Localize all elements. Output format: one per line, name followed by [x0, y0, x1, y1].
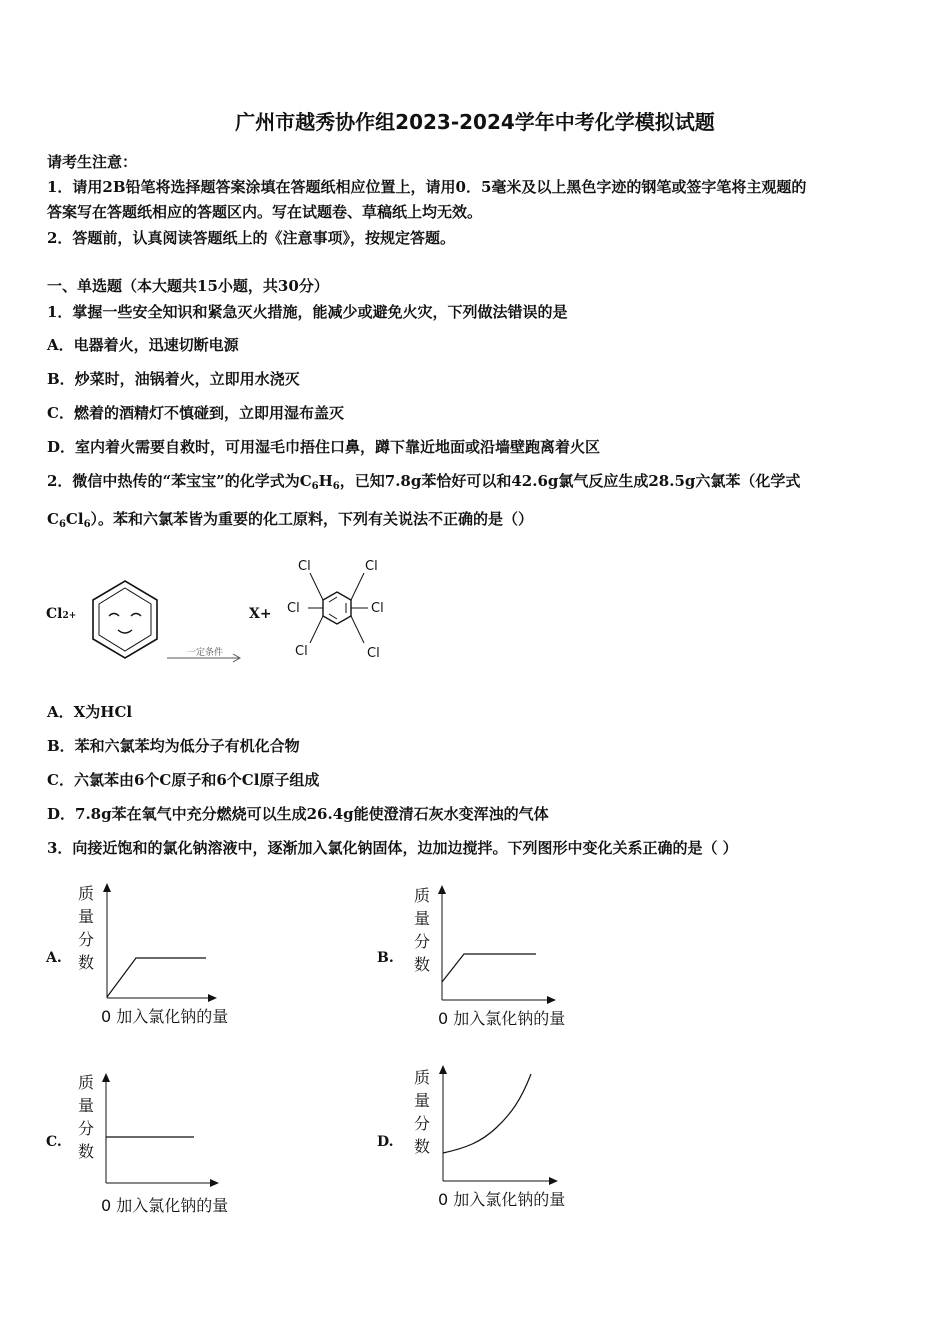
q2-stem: 2．微信中热传的“苯宝宝”的化学式为$C_6H_6$，已知7.8g苯恰好可以和42.6g氯气反应生成28.5g六氯苯（化学式 [47, 472, 801, 492]
graph-c-xlabel: 0 加入氯化钠的量 [101, 1196, 229, 1215]
q3-option-c-label: C. [46, 1134, 62, 1150]
svg-text:Cl: Cl [298, 559, 311, 574]
q3-option-a-label: A. [46, 950, 62, 966]
q1-option-a: A．电器着火，迅速切断电源 [47, 336, 239, 354]
graph-d-xlabel: 0 加入氯化钠的量 [438, 1190, 566, 1209]
q1-stem: 1．掌握一些安全知识和紧急灭火措施，能减少或避免火灾，下列做法错误的是 [47, 303, 568, 321]
svg-text:Cl: Cl [365, 559, 378, 574]
hexachlorobenzene-structure [282, 555, 392, 665]
section-heading: 一、单选题（本大题共15小题，共30分） [47, 277, 329, 295]
reaction-condition: 一定条件 [187, 648, 224, 658]
reactant-cl2: Cl2+ [46, 606, 77, 622]
graph-a [100, 880, 220, 1005]
notice-item1-line2: 答案写在答题纸相应的答题区内。写在试题卷、草稿纸上均无效。 [47, 203, 483, 221]
graph-a-xlabel: 0 加入氯化钠的量 [101, 1007, 229, 1026]
graph-a-curve [107, 958, 206, 997]
graph-b-curve [442, 954, 536, 982]
notice-heading: 请考生注意： [47, 153, 138, 171]
benzene-illustration [85, 578, 165, 663]
q1-option-d: D．室内着火需要自救时，可用湿毛巾捂住口鼻，蹲下靠近地面或沿墙壁跑离着火区 [47, 438, 601, 456]
page-title: 广州市越秀协作组2023-2024学年中考化学模拟试题 [235, 110, 715, 134]
notice-item1-line1: 1．请用2B铅笔将选择题答案涂填在答题纸相应位置上，请用0．5毫米及以上黑色字迹的钢笔或签字笔将主观题的 [47, 178, 807, 196]
q2-option-d: D．7.8g苯在氧气中充分燃烧可以生成26.4g能使澄清石灰水变浑浊的气体 [47, 805, 549, 823]
q1-option-b: B．炒菜时，油锅着火，立即用水浇灭 [47, 370, 300, 388]
graph-b [435, 882, 560, 1007]
svg-text:Cl: Cl [295, 644, 308, 659]
graph-c [98, 1070, 223, 1190]
graph-d-curve [443, 1074, 531, 1153]
reaction-arrow [165, 645, 245, 665]
graph-b-xlabel: 0 加入氯化钠的量 [438, 1009, 566, 1028]
q2-option-a: A．X为HCl [47, 703, 133, 721]
product-x-plus: X+ [249, 606, 272, 622]
svg-text:Cl: Cl [371, 601, 384, 616]
svg-text:Cl: Cl [367, 646, 380, 661]
graph-a-ylabel: 质 量 分 数 [78, 884, 95, 972]
graph-d [436, 1062, 566, 1187]
graph-b-ylabel: 质 量 分 数 [414, 886, 431, 974]
graph-c-ylabel: 质 量 分 数 [78, 1073, 95, 1161]
svg-text:Cl: Cl [287, 601, 300, 616]
q2-option-b: B．苯和六氯苯均为低分子有机化合物 [47, 737, 300, 755]
graph-d-ylabel: 质 量 分 数 [414, 1068, 431, 1156]
q2-option-c: C．六氯苯由6个C原子和6个Cl原子组成 [47, 771, 320, 789]
q3-option-b-label: B. [377, 950, 394, 966]
q3-option-d-label: D. [377, 1134, 394, 1150]
notice-item2: 2．答题前，认真阅读答题纸上的《注意事项》，按规定答题。 [47, 229, 455, 247]
q3-stem: 3．向接近饱和的氯化钠溶液中，逐渐加入氯化钠固体，边加边搅拌。下列图形中变化关系正确的是（ ） [47, 839, 738, 857]
q2-stem-line2: $C_6Cl_6$）。苯和六氯苯皆为重要的化工原料，下列有关说法不正确的是（） [47, 510, 534, 530]
q1-option-c: C．燃着的酒精灯不慎碰到，立即用湿布盖灭 [47, 404, 344, 422]
